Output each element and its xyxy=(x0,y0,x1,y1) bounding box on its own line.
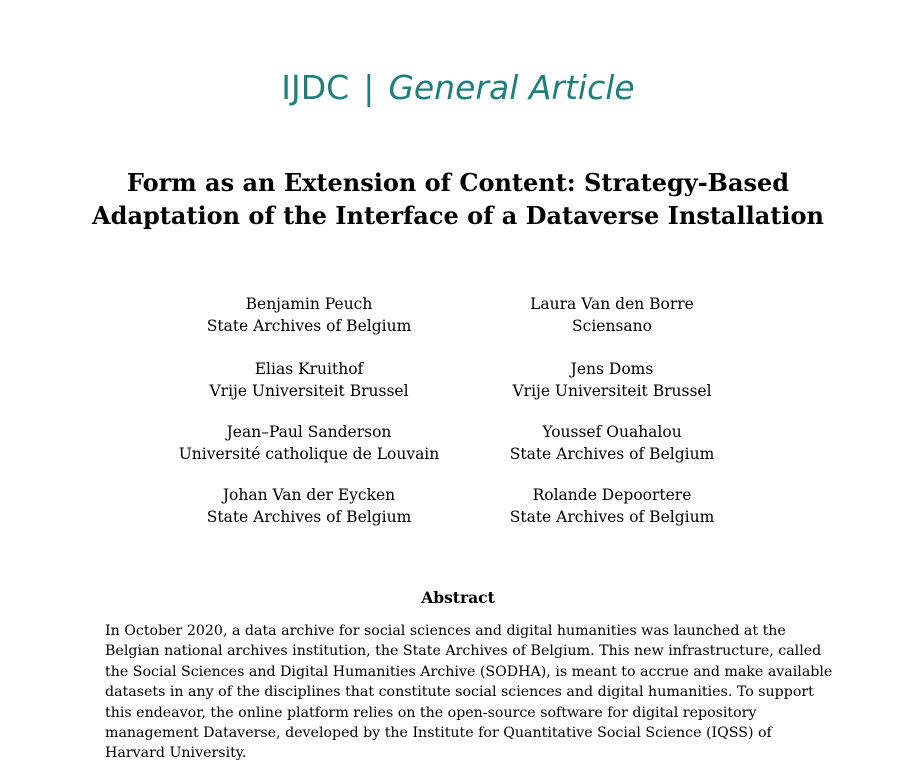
abstract-line: the Social Sciences and Digital Humanities Archive (SODHA), is meant to accrue and make available xyxy=(105,663,833,680)
author-affiliation: Vrije Universiteit Brussel xyxy=(209,382,409,400)
abstract-heading: Abstract xyxy=(421,588,495,607)
author-name: Laura Van den Borre xyxy=(530,295,694,313)
author-affiliation: State Archives of Belgium xyxy=(206,317,412,335)
abstract-line: datasets in any of the disciplines that constitute social sciences and digital humanities. To support xyxy=(105,684,814,701)
author-name: Jens Doms xyxy=(570,360,654,378)
abstract-line: Harvard University. xyxy=(105,745,247,762)
header-separator: | xyxy=(363,68,375,107)
author-affiliation: Sciensano xyxy=(572,317,652,335)
author-name: Youssef Ouahalou xyxy=(542,423,682,441)
author-affiliation: Vrije Universiteit Brussel xyxy=(512,382,712,400)
author-block xyxy=(452,358,772,402)
journal-name: IJDC xyxy=(281,68,350,107)
author-affiliation: State Archives of Belgium xyxy=(206,508,412,526)
author-block xyxy=(452,421,772,465)
author-affiliation: Université catholique de Louvain xyxy=(178,445,440,463)
article-type: General Article xyxy=(388,68,635,107)
author-block xyxy=(149,293,469,337)
abstract-line: In October 2020, a data archive for social sciences and digital humanities was launched at the xyxy=(105,623,786,639)
author-name: Rolande Depoortere xyxy=(532,486,692,504)
author-affiliation: State Archives of Belgium xyxy=(509,445,715,463)
author-block xyxy=(452,293,772,337)
abstract-line: this endeavor, the online platform relies on the open-source software for digital repository xyxy=(105,704,757,721)
abstract-line: management Dataverse, developed by the Institute for Quantitative Social Science (IQSS) of xyxy=(105,725,772,742)
author-name: Johan Van der Eycken xyxy=(222,486,396,504)
title-line: Adaptation of the Interface of a Dataverse Installation xyxy=(92,201,824,230)
title-line: Form as an Extension of Content: Strategy-Based xyxy=(126,168,790,197)
abstract-line: Belgian national archives institution, the State Archives of Belgium. This new infrastructure, called xyxy=(105,643,822,660)
journal-header xyxy=(0,68,916,107)
author-name: Elias Kruithof xyxy=(254,360,364,378)
author-block xyxy=(149,358,469,402)
paper-title xyxy=(40,166,876,232)
author-affiliation: State Archives of Belgium xyxy=(509,508,715,526)
author-block xyxy=(452,484,772,528)
abstract-text xyxy=(105,621,833,764)
author-name: Benjamin Peuch xyxy=(245,295,373,313)
author-block xyxy=(149,421,469,465)
author-block xyxy=(149,484,469,528)
author-name: Jean–Paul Sanderson xyxy=(226,423,392,441)
